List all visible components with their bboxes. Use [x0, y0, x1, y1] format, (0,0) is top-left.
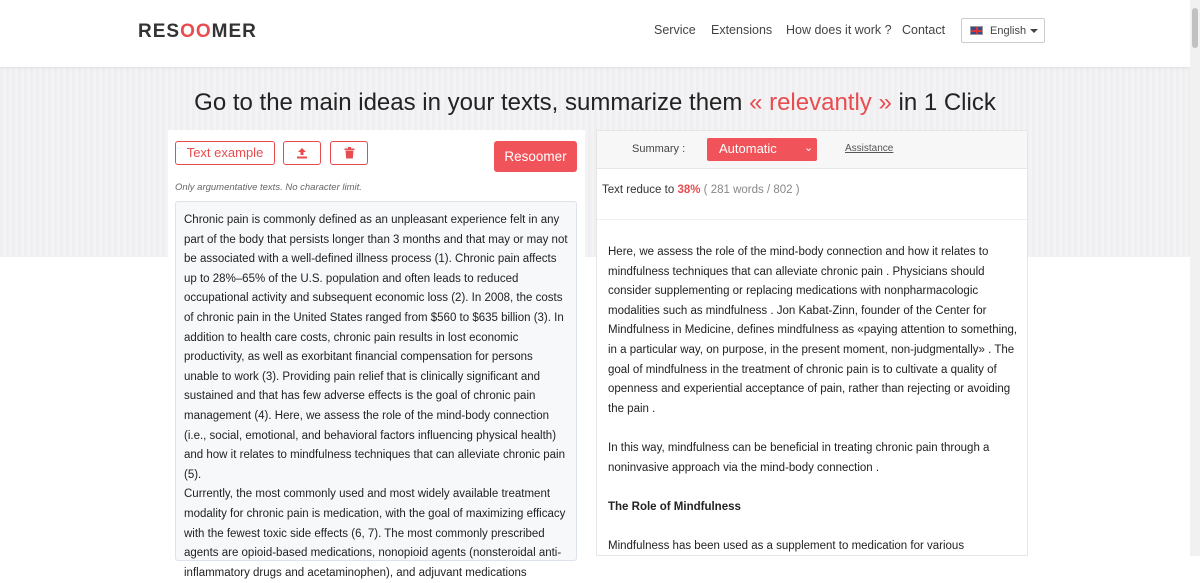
site-header	[0, 0, 1190, 67]
upload-icon	[296, 147, 308, 159]
summary-mode-value: Automatic	[719, 141, 777, 156]
word-counts: ( 281 words / 802 )	[703, 184, 800, 196]
nav-contact[interactable]: Contact	[902, 23, 946, 37]
summary-paragraph: In this way, mindfulness can be beneficial in treating chronic pain through a noninvasive approach via the mind-body connection .	[608, 441, 990, 474]
nav-extensions[interactable]: Extensions	[711, 23, 773, 37]
summary-paragraph: Here, we assess the role of the mind-body connection and how it relates to mindfulness techniques that can alleviate chronic pain . Physicians should consider supplementing or replacing medications with nonpharmacologic modalities such as mindfulness . Jon Kabat-Zinn, founder of the Center for Mindfulness in Medicine, defines mindfulness as «paying attention to something, in a particular way, on purpose, in the present moment, non-judgmentally» . The goal of mindfulness in the treatment of chronic pain is to cultivate a quality of openness and experiential acceptance of pain, rather than rejecting or avoiding the pain .	[608, 246, 1018, 415]
chevron-down-icon	[1030, 29, 1038, 33]
resoomer-button[interactable]: Resoomer	[494, 141, 577, 172]
assistance-link[interactable]: Assistance	[845, 143, 894, 154]
summary-output	[608, 243, 1020, 576]
nav-service[interactable]: Service	[654, 23, 696, 37]
language-dropdown[interactable]	[961, 18, 1045, 43]
summary-subheading: The Role of Mindfulness	[608, 500, 741, 513]
upload-button[interactable]	[283, 141, 321, 165]
nav-how-it-works[interactable]: How does it work ?	[786, 23, 892, 37]
language-label: English	[990, 25, 1027, 37]
page-scrollbar[interactable]	[1190, 0, 1200, 556]
uk-flag-icon	[970, 26, 983, 35]
trash-icon	[344, 147, 355, 159]
summary-paragraph: Mindfulness has been used as a supplement to medication for various	[608, 539, 965, 552]
page-headline: Go to the main ideas in your texts, summarize them « relevantly » in 1 Click	[194, 89, 996, 116]
divider	[597, 219, 1027, 220]
reduction-stats	[602, 184, 800, 196]
summary-panel	[596, 130, 1028, 556]
text-example-button[interactable]: Text example	[175, 141, 275, 165]
scrollbar-thumb[interactable]	[1192, 8, 1198, 48]
summary-mode-select[interactable]	[707, 138, 817, 161]
reduction-percent: 38%	[677, 184, 701, 196]
reduction-prefix: Text reduce to	[602, 184, 675, 196]
input-panel	[168, 130, 585, 579]
summary-label: Summary :	[632, 143, 686, 155]
chevron-down-icon: ⌄	[804, 142, 814, 154]
resoomer-logo[interactable]: RESOOMER	[138, 21, 257, 42]
summary-toolbar	[597, 131, 1027, 169]
clear-button[interactable]	[330, 141, 368, 165]
source-text-area[interactable]: Chronic pain is commonly defined as an unpleasant experience felt in any part of the body that persists longer than 3 months and that may or may not be associated with a well-defined illness process (1). Chronic pain affects up to 28%–65% of the U.S. population and often leads to reduced occupational activity and subsequent economic loss (2). In 2008, the costs of chronic pain in the United States ranged from $560 to $635 billion (3). In addition to health care costs, chronic pain results in lost economic productivity, as well as exorbitant financial compensation for persons unable to work (3). Providing pain relief that is clinically significant and sustained and that has few adverse effects is the goal of chronic pain management (4). Here, we assess the role of the mind-body connection (i.e., social, emotional, and behavioral factors influencing physical health) and how it relates to mindfulness techniques that can alleviate chronic pain (5). Currently, the most commonly used and most widely available treatment modality for chronic pain is medication, with the goal of maximizing efficacy with the fewest toxic side effects (6, 7). The most commonly prescribed agents are opioid-based medications, nonopioid agents (nonsteroidal anti-inflammatory drugs and acetaminophen), and adjuvant medications	[175, 201, 577, 561]
input-hint: Only argumentative texts. No character limit.	[175, 182, 362, 193]
